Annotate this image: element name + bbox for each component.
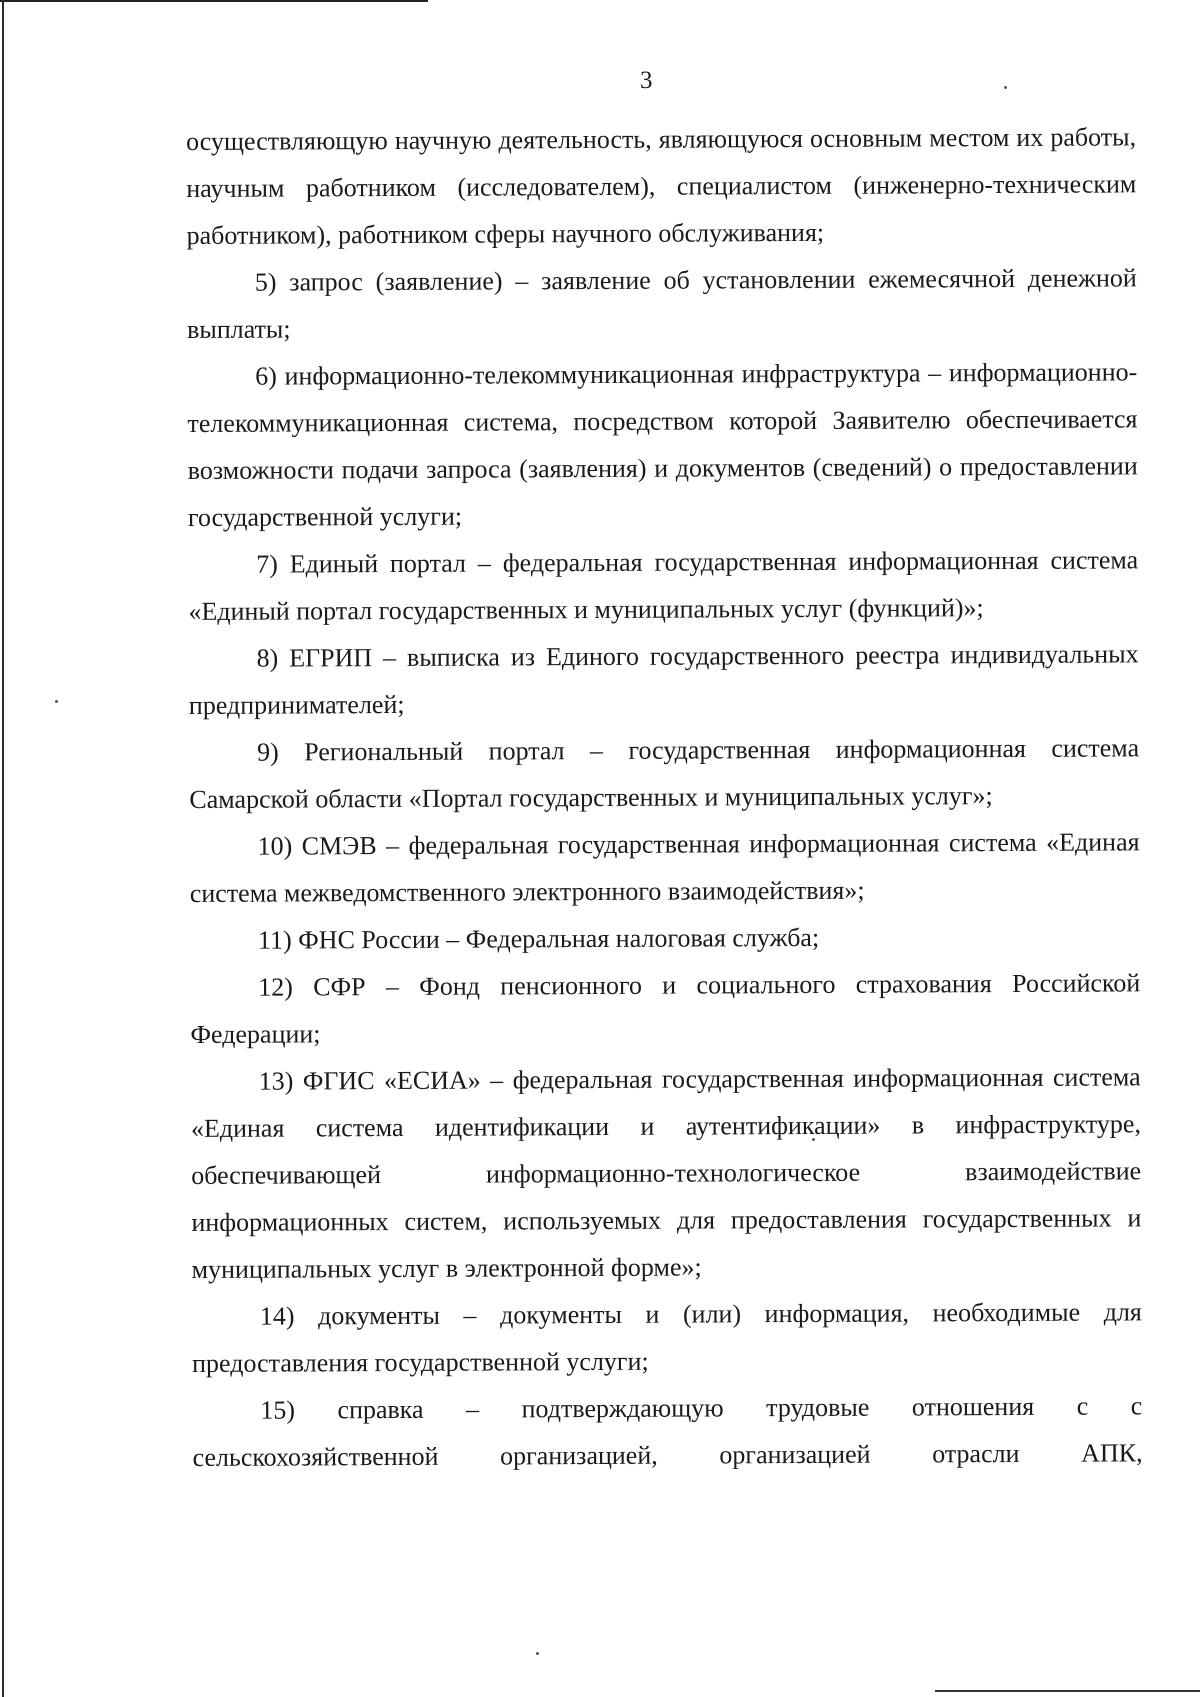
paragraph-definition-7: 7) Единый портал – федеральная государственная информационная система «Единый портал государственных и муниципальных услуг (функций)»; — [188, 545, 1139, 626]
paragraph-definition-12: 12) СФР – Фонд пенсионного и социального страхования Российской Федерации; — [190, 968, 1141, 1049]
scan-speck — [55, 700, 58, 703]
paragraph-definition-9: 9) Региональный портал – государственная информационная система Самарской области «Портал государственных и муниципальных услуг»; — [189, 733, 1140, 814]
document-body — [186, 113, 1143, 1481]
scan-speck — [536, 1652, 539, 1655]
paragraph-definition-6: 6) информационно-телекоммуникационная инфраструктура – информационно-телекоммуникационная система, посредством которой Заявителю обеспечивается возможности подачи запроса (заявления) и документов (сведений) о предоставлении государственной услуги; — [187, 357, 1138, 532]
paragraph-definition-8: 8) ЕГРИП – выписка из Единого государственного реестра индивидуальных предпринимателей; — [188, 639, 1139, 720]
scan-border-bottom — [935, 1690, 1200, 1692]
page-number: 3 — [640, 67, 653, 94]
scan-border-top — [0, 0, 428, 2]
paragraph-continuation: осуществляющую научную деятельность, являющуюся основным местом их работы, научным работником (исследователем), специалистом (инженерно-техническим работником), работником сферы научного обслуживания; — [186, 122, 1137, 250]
paragraph-definition-11: 11) ФНС России – Федеральная налоговая служба; — [257, 922, 820, 955]
scan-border-left — [2, 0, 4, 1697]
paragraph-definition-5: 5) запрос (заявление) – заявление об установлении ежемесячной денежной выплаты; — [186, 263, 1137, 344]
paragraph-definition-13: 13) ФГИС «ЕСИА» – федеральная государственная информационная система «Единая система идентификации и аутентификации» в инфраструктуре, обеспечивающей информационно-технологическое взаимодействие информационных систем, используемых для предоставления государственных и муниципальных услуг в электронной форме»; — [190, 1062, 1142, 1284]
paragraph-definition-15: 15) справка – подтверждающую трудовые отношения с с сельскохозяйственной организацией, организацией отрасли АПК, — [192, 1391, 1143, 1472]
scan-speck — [1004, 86, 1007, 89]
paragraph-definition-14: 14) документы – документы и (или) информация, необходимые для предоставления государственной услуги; — [192, 1297, 1142, 1378]
paragraph-definition-10: 10) СМЭВ – федеральная государственная информационная система «Единая система межведомственного электронного взаимодействия»; — [189, 827, 1140, 908]
